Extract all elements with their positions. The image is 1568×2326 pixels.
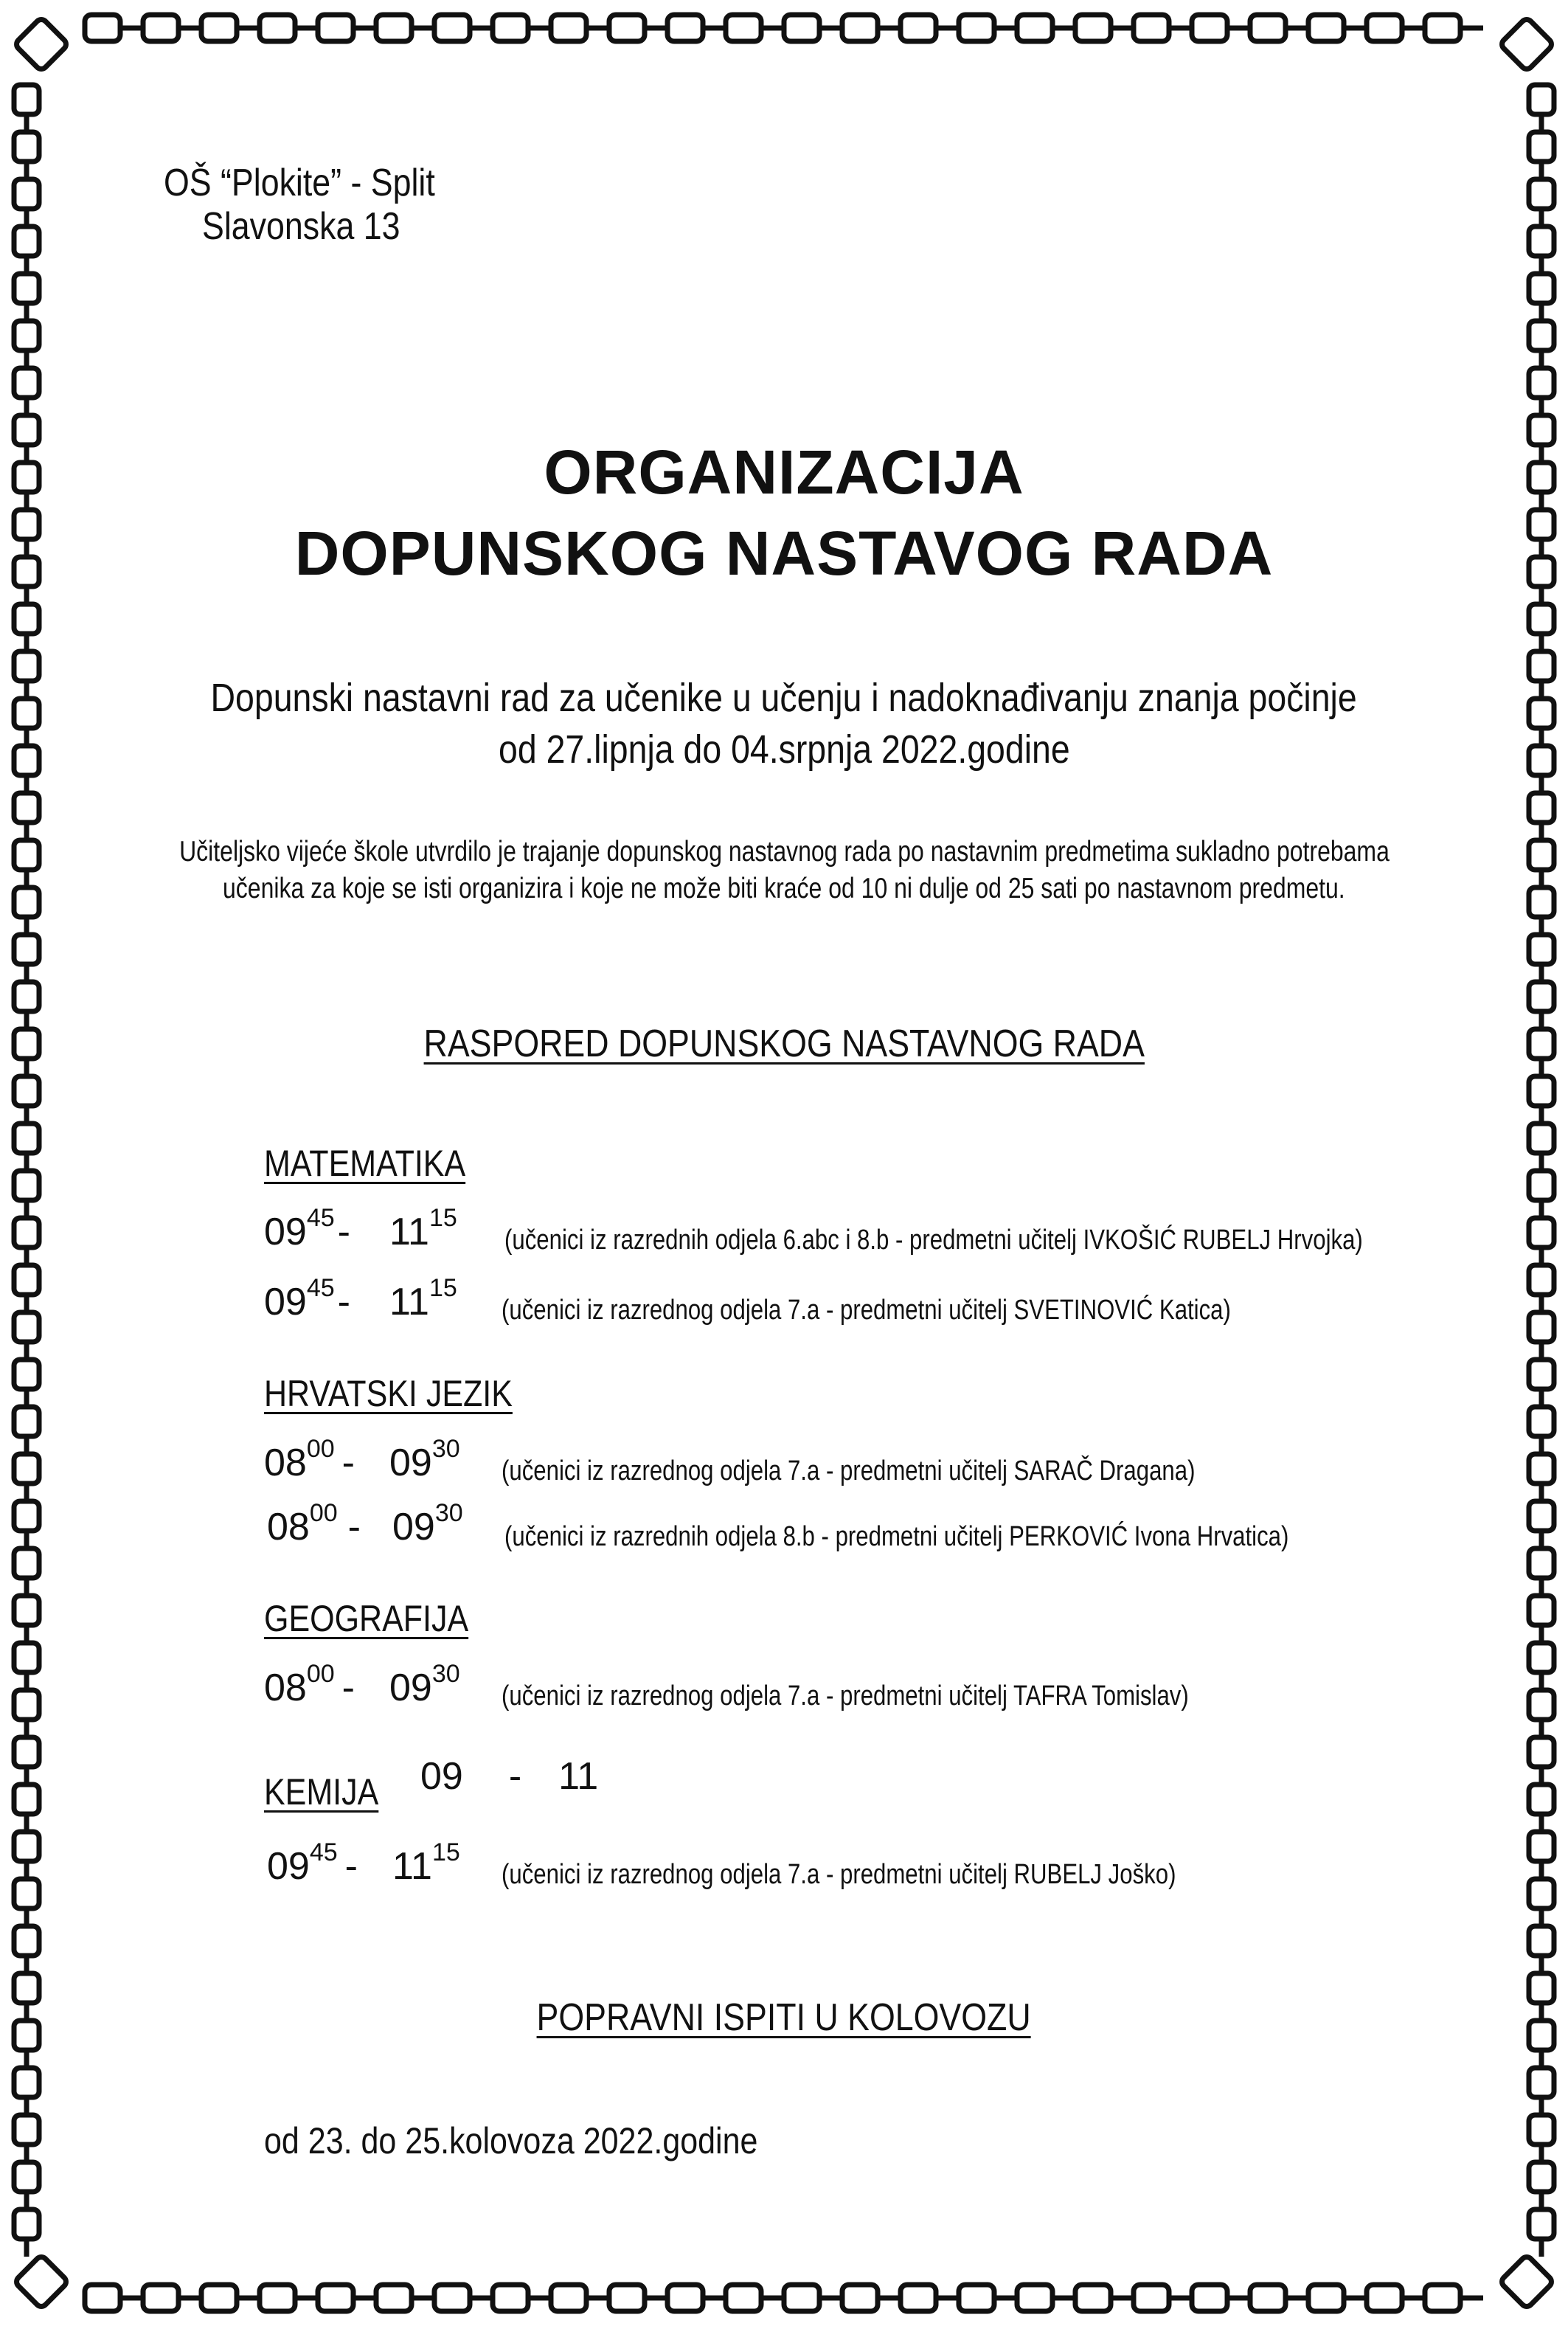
time-range — [264, 1435, 355, 1485]
time-end — [389, 1204, 457, 1254]
chain-link — [1529, 2068, 1554, 2097]
chain-link — [1529, 2115, 1554, 2145]
chain-link — [1367, 15, 1402, 41]
chain-link — [14, 1124, 39, 1153]
chain-link — [1529, 1879, 1554, 1908]
chain-link — [14, 1643, 39, 1672]
school-address: Slavonska 13 — [202, 205, 400, 248]
chain-link — [1529, 321, 1554, 350]
chain-link — [1017, 15, 1052, 41]
chain-link — [318, 15, 353, 41]
session-desc: (učenici iz razrednih odjela 6.abc i 8.b - predmetni učitelj IVKOŠIĆ RUBELJ Hrvojka) — [504, 1225, 1363, 1256]
chain-link — [14, 1690, 39, 1720]
start-hour: 09 — [264, 1211, 307, 1253]
chain-link — [1529, 1407, 1554, 1436]
start-hour: 08 — [267, 1506, 310, 1548]
chain-link — [1529, 85, 1554, 114]
chain-link — [14, 1501, 39, 1531]
subject-hrvatski-jezik: HRVATSKI JEZIK — [264, 1373, 513, 1414]
chain-link — [1529, 179, 1554, 209]
chain-link — [14, 179, 39, 209]
start-hour: 09 — [264, 1281, 307, 1323]
chain-link — [14, 2254, 69, 2309]
chain-link — [842, 2285, 878, 2311]
page-title-line2: DOPUNSKOG NASTAVOG RADA — [294, 519, 1274, 588]
chain-link — [85, 15, 120, 41]
chain-link — [551, 2285, 586, 2311]
chain-link — [784, 15, 819, 41]
dash: - — [337, 1211, 350, 1253]
end-minute: 30 — [431, 1435, 460, 1463]
chain-link — [14, 1218, 39, 1247]
chain-link — [1425, 15, 1460, 41]
exams-dates: od 23. do 25.kolovoza 2022.godine — [264, 2120, 758, 2161]
note-block-2 — [0, 873, 1568, 905]
chain-link — [959, 15, 994, 41]
start-minute: 45 — [309, 1838, 338, 1866]
end-minute: 15 — [431, 1838, 460, 1866]
start-hour: 08 — [264, 1666, 307, 1709]
chain-link — [901, 2285, 936, 2311]
chain-link — [14, 604, 39, 634]
session-desc: (učenici iz razrednih odjela 8.b - predmetni učitelj PERKOVIĆ Ivona Hrvatica) — [504, 1521, 1289, 1552]
chain-link — [667, 15, 703, 41]
chain-link — [85, 2285, 120, 2311]
chain-link — [493, 15, 528, 41]
intro-block-2 — [0, 727, 1568, 772]
chain-link — [14, 1926, 39, 1956]
chain-link — [14, 1596, 39, 1625]
stray-start: 09 — [420, 1755, 463, 1798]
chain-link — [1529, 132, 1554, 162]
chain-link — [1529, 1171, 1554, 1200]
chain-link — [1529, 2209, 1554, 2239]
chain-link — [1425, 2285, 1460, 2311]
chain-link — [14, 1879, 39, 1908]
end-hour: 09 — [389, 1441, 432, 1484]
chain-link — [201, 15, 237, 41]
chain-link — [14, 132, 39, 162]
chain-link — [1134, 15, 1169, 41]
chain-link — [1250, 15, 1286, 41]
start-hour: 09 — [267, 1845, 310, 1888]
chain-link — [1075, 2285, 1111, 2311]
chain-link — [1529, 368, 1554, 398]
session-desc: (učenici iz razrednog odjela 7.a - predmetni učitelj RUBELJ Joško) — [502, 1859, 1176, 1890]
intro-line2: od 27.lipnja do 04.srpnja 2022.godine — [498, 727, 1070, 772]
end-minute: 30 — [431, 1660, 460, 1688]
intro-line1: Dopunski nastavni rad za učenike u učenju i nadoknađivanju znanja počinje — [210, 676, 1358, 720]
chain-link — [1134, 2285, 1169, 2311]
chain-link — [14, 2209, 39, 2239]
chain-link — [14, 321, 39, 350]
chain-link — [260, 15, 295, 41]
dash: - — [344, 1845, 358, 1888]
chain-link — [726, 2285, 761, 2311]
chain-link — [1529, 793, 1554, 823]
end-hour: 11 — [389, 1211, 429, 1253]
subject-kemija: KEMIJA — [264, 1771, 379, 1813]
chain-link — [1192, 15, 1227, 41]
time-range — [267, 1499, 361, 1549]
time-end — [389, 1435, 460, 1485]
note-line2: učenika za koje se isti organizira i koje ne može biti kraće od 10 ni dulje od 25 sati po nastavnom predmetu. — [223, 873, 1345, 904]
chain-link — [901, 15, 936, 41]
chain-link — [318, 2285, 353, 2311]
chain-link — [1529, 1501, 1554, 1531]
chain-link — [1529, 1785, 1554, 1814]
time-range — [267, 1838, 358, 1889]
chain-link — [1529, 1596, 1554, 1625]
subject-geografija: GEOGRAFIJA — [264, 1598, 469, 1639]
chain-link — [842, 15, 878, 41]
chain-link — [1529, 1454, 1554, 1484]
chain-link — [376, 2285, 412, 2311]
time-end — [389, 1660, 460, 1710]
chain-link — [609, 15, 645, 41]
chain-link — [14, 1171, 39, 1200]
end-minute: 30 — [434, 1499, 463, 1527]
schedule-heading: RASPORED DOPUNSKOG NASTAVNOG RADA — [423, 1022, 1145, 1065]
chain-link — [1529, 1643, 1554, 1672]
chain-link — [1529, 2162, 1554, 2192]
end-hour: 09 — [392, 1506, 435, 1548]
end-hour: 09 — [389, 1666, 432, 1709]
note-line1: Učiteljsko vijeće škole utvrdilo je trajanje dopunskog nastavnog rada po nastavnim predmetima sukladno potrebama — [178, 836, 1390, 868]
stray-dash: - — [508, 1755, 522, 1798]
chain-link — [14, 1548, 39, 1578]
dash: - — [341, 1441, 355, 1484]
session-desc: (učenici iz razrednog odjela 7.a - predmetni učitelj SVETINOVIĆ Katica) — [502, 1295, 1231, 1326]
kemija-stray-time — [420, 1754, 598, 1799]
chain-link — [14, 85, 39, 114]
note-block — [0, 836, 1568, 868]
chain-link — [609, 2285, 645, 2311]
chain-link — [14, 1454, 39, 1484]
chain-link — [14, 1407, 39, 1436]
intro-block — [0, 675, 1568, 721]
chain-link — [1529, 1124, 1554, 1153]
chain-link — [1529, 1265, 1554, 1295]
chain-link — [1529, 1926, 1554, 1956]
chain-link — [1367, 2285, 1402, 2311]
dash: - — [337, 1281, 350, 1323]
chain-link — [14, 1312, 39, 1342]
start-minute: 45 — [306, 1274, 335, 1302]
stray-end: 11 — [558, 1755, 599, 1798]
chain-link — [1529, 1360, 1554, 1389]
chain-link — [1308, 2285, 1344, 2311]
chain-link — [1499, 2254, 1554, 2309]
chain-link — [14, 1076, 39, 1106]
exams-heading-wrap — [0, 1996, 1568, 2040]
chain-link — [14, 1265, 39, 1295]
chain-link — [1308, 15, 1344, 41]
page-title-line1: ORGANIZACIJA — [544, 437, 1024, 507]
time-end — [392, 1838, 460, 1889]
session-desc: (učenici iz razrednog odjela 7.a - predmetni učitelj TAFRA Tomislav) — [502, 1681, 1189, 1711]
end-minute: 15 — [429, 1204, 457, 1232]
chain-link — [14, 1360, 39, 1389]
chain-link — [1529, 1737, 1554, 1767]
dash: - — [341, 1666, 355, 1709]
chain-link — [1529, 982, 1554, 1011]
dash: - — [347, 1506, 361, 1548]
end-hour: 11 — [389, 1281, 429, 1323]
chain-link — [143, 15, 178, 41]
chain-link — [667, 2285, 703, 2311]
start-minute: 00 — [306, 1435, 335, 1463]
time-end — [389, 1274, 457, 1324]
chain-link — [434, 2285, 470, 2311]
chain-link — [959, 2285, 994, 2311]
end-hour: 11 — [392, 1845, 432, 1888]
schedule-heading-wrap — [0, 1022, 1568, 1066]
chain-link — [14, 2068, 39, 2097]
chain-link — [1529, 604, 1554, 634]
start-minute: 45 — [306, 1204, 335, 1232]
chain-link — [1529, 1312, 1554, 1342]
start-minute: 00 — [306, 1660, 335, 1688]
chain-link — [1529, 1832, 1554, 1861]
time-range — [264, 1660, 355, 1710]
chain-link — [1529, 1076, 1554, 1106]
end-minute: 15 — [429, 1274, 457, 1302]
chain-link — [1529, 1548, 1554, 1578]
chain-link — [143, 2285, 178, 2311]
chain-link — [1529, 274, 1554, 303]
chain-link — [14, 2115, 39, 2145]
time-range — [264, 1204, 350, 1254]
chain-link — [1529, 226, 1554, 256]
chain-link — [1529, 1690, 1554, 1720]
chain-link — [14, 1832, 39, 1861]
school-name: OŠ “Plokite” - Split — [164, 162, 435, 204]
chain-link — [14, 368, 39, 398]
chain-link — [260, 2285, 295, 2311]
chain-link — [1075, 15, 1111, 41]
chain-link — [1529, 1218, 1554, 1247]
chain-link — [726, 15, 761, 41]
subject-matematika: MATEMATIKA — [264, 1143, 466, 1184]
chain-link — [376, 15, 412, 41]
chain-link — [1499, 17, 1554, 72]
chain-link — [1250, 2285, 1286, 2311]
start-minute: 00 — [309, 1499, 338, 1527]
exams-heading: POPRAVNI ISPITI U KOLOVOZU — [536, 1996, 1032, 2039]
chain-link — [14, 226, 39, 256]
chain-link — [551, 15, 586, 41]
chain-link — [14, 17, 69, 72]
chain-link — [493, 2285, 528, 2311]
time-end — [392, 1499, 463, 1549]
chain-link — [434, 15, 470, 41]
chain-link — [14, 1785, 39, 1814]
chain-link — [1529, 935, 1554, 964]
chain-link — [1192, 2285, 1227, 2311]
chain-link — [14, 1737, 39, 1767]
chain-link — [201, 2285, 237, 2311]
chain-link — [14, 935, 39, 964]
chain-link — [14, 982, 39, 1011]
chain-link — [14, 793, 39, 823]
session-desc: (učenici iz razrednog odjela 7.a - predmetni učitelj SARAČ Dragana) — [502, 1456, 1196, 1486]
start-hour: 08 — [264, 1441, 307, 1484]
time-range — [264, 1274, 350, 1324]
chain-link — [784, 2285, 819, 2311]
chain-link — [14, 274, 39, 303]
chain-link — [1017, 2285, 1052, 2311]
chain-link — [14, 2162, 39, 2192]
